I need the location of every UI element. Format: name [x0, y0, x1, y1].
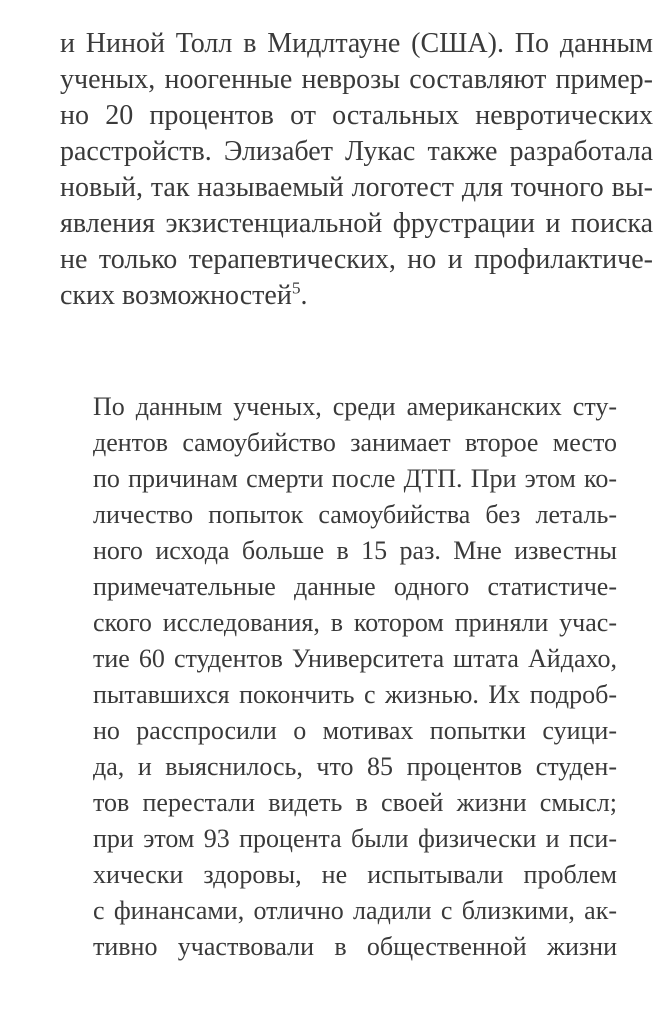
- intro-line: но 20 процентов от остальных невротических: [60, 100, 653, 131]
- quote-line: по причинам смерти после ДТП. При этом ко-: [93, 464, 617, 493]
- quote-line: тов перестали видеть в своей жизни смысл;: [93, 788, 617, 817]
- intro-line: ученых, ноогенные неврозы составляют пример-: [60, 64, 653, 95]
- quote-line: ного исхода больше в 15 раз. Мне известны: [93, 536, 617, 565]
- quote-line: хически здоровы, не испытывали проблем: [93, 860, 617, 889]
- intro-line: и Ниной Толл в Мидлтауне (США). По данным: [60, 28, 653, 59]
- quote-line: при этом 93 процента были физически и пси-: [93, 824, 617, 853]
- quote-line: но расспросили о мотивах попытки суици-: [93, 716, 617, 745]
- intro-line: новый, так называемый логотест для точного вы-: [60, 172, 653, 203]
- quote-line: По данным ученых, среди американских сту-: [93, 392, 617, 421]
- quote-line: дентов самоубийство занимает второе место: [93, 428, 617, 457]
- book-page: [0, 26, 672, 1025]
- intro-last-line: [60, 278, 653, 314]
- intro-line: расстройств. Элизабет Лукас также разработала: [60, 136, 653, 167]
- block-quote: [93, 389, 617, 965]
- quote-line: пытавшихся покончить с жизнью. Их подроб-: [93, 680, 617, 709]
- intro-line: не только терапевтических, но и профилактиче-: [60, 244, 653, 275]
- quote-line: тие 60 студентов Университета штата Айдахо,: [93, 644, 617, 673]
- quote-line: тивно участвовали в общественной жизни: [93, 932, 617, 961]
- intro-paragraph: [60, 26, 653, 314]
- intro-line: явления экзистенциальной фрустрации и поиска: [60, 208, 653, 239]
- quote-line: примечательные данные одного статистиче-: [93, 572, 617, 601]
- quote-line: с финансами, отлично ладили с близкими, ак-: [93, 896, 617, 925]
- footnote-marker: 5: [291, 278, 301, 298]
- quote-line: да, и выяснилось, что 85 процентов студен-: [93, 752, 617, 781]
- quote-line: личество попыток самоубийства без леталь-: [93, 500, 617, 529]
- quote-line: ского исследования, в котором приняли учас-: [93, 608, 617, 637]
- intro-last-line-text: ских возможностей: [60, 280, 292, 311]
- intro-last-line-punctuation: .: [300, 280, 308, 311]
